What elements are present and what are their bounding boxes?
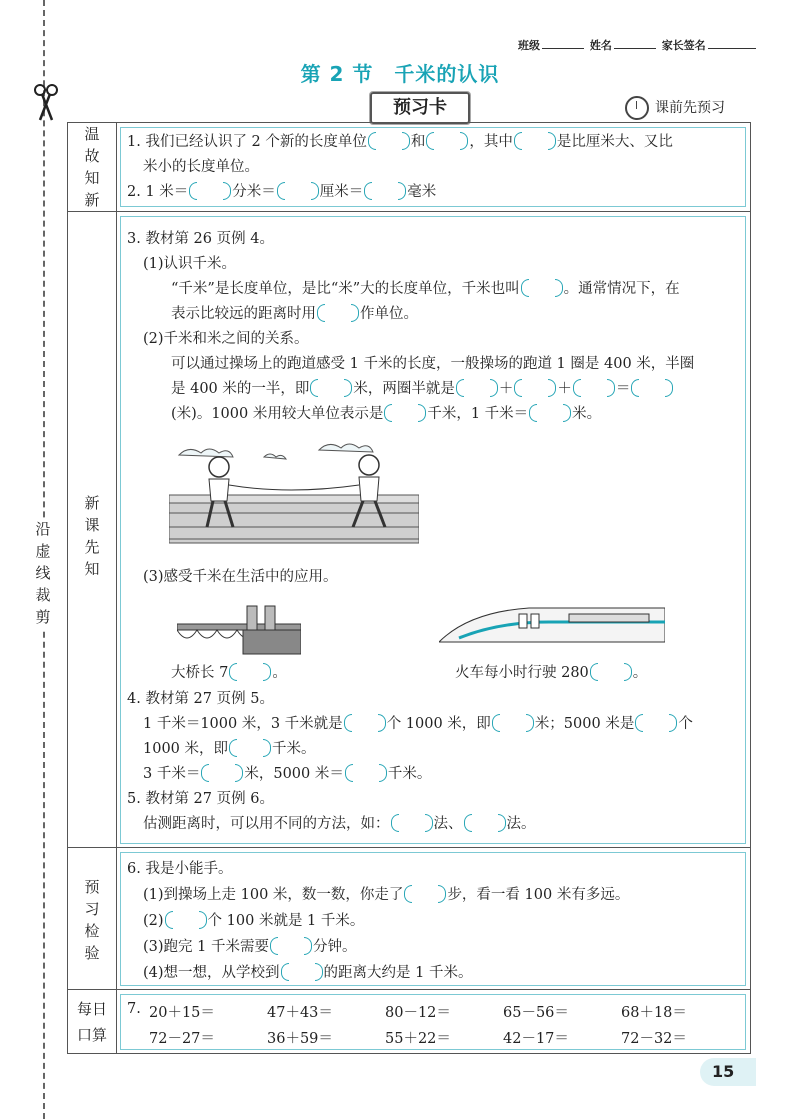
answer-blank[interactable] [310, 379, 352, 395]
answer-blank[interactable] [364, 182, 406, 198]
answer-blank[interactable] [229, 663, 271, 679]
calc-problem: 36＋59＝ [267, 1031, 333, 1047]
answer-blank[interactable] [464, 814, 506, 830]
answer-blank[interactable] [631, 379, 673, 395]
answer-blank[interactable] [277, 182, 319, 198]
calc-problem: 72－27＝ [149, 1031, 215, 1047]
calc-problem: 72－32＝ [621, 1031, 687, 1047]
answer-blank[interactable] [317, 304, 359, 320]
calc-problem: 55＋22＝ [385, 1031, 451, 1047]
answer-blank[interactable] [281, 963, 323, 979]
answer-blank[interactable] [344, 714, 386, 730]
daily-mental-math-section [68, 989, 750, 1054]
answer-blank[interactable] [521, 279, 563, 295]
review-section [68, 123, 750, 211]
card-title: 预习卡 [370, 92, 470, 124]
answer-blank[interactable] [514, 132, 556, 148]
new-lesson-content: 3. 教材第 26 页例 4。 (1)认识千米。 “千米”是长度单位，是比“米”大的长度单位，千米也叫 。通常情况下，在 表示比较远的距离时用 作单位。 (2)千米和米之间的关系。 可以通过操场上的跑道感受 1 千米的长度，一般操场的跑道 1 圈是 400 米，半圈 是 400 米的一半，即 米，两圈半就是 ＋ ＋ ＝ (米)。1000 米用较大单位表示是 千米，1 千米＝ 米。 (3)感受千米在生活中的应用。 大桥长 7 。 火车每小时行驶 280 。 4. 教材第 27 页例 5。 1 千米＝1000 米，3 千米就是 个 1000 米，即 米；5000 米是 个 1000 米，即 千米。 3 千米＝ 米，5000 米＝ 千米。 5. 教材第 27 页例 6。 估测距离时，可以用不同的方法，如： 法、 法。 [120, 216, 746, 844]
answer-blank[interactable] [573, 379, 615, 395]
preview-check-label: 预 习 检 验 [68, 848, 117, 990]
class-blank[interactable] [542, 48, 584, 49]
class-label: 班级 [518, 39, 540, 52]
daily-math-content: 7. 20＋15＝ 47＋43＝ 80－12＝ 65－56＝ 68＋18＝ 72－27＝ 36＋59＝ 55＋22＝ 42－17＝ 72－32＝ [120, 994, 746, 1050]
calc-problem: 42－17＝ [503, 1031, 569, 1047]
answer-blank[interactable] [345, 764, 387, 780]
worksheet-table [67, 122, 751, 1054]
calc-problem: 80－12＝ [385, 1005, 451, 1021]
scissors-icon [33, 82, 59, 122]
answer-blank[interactable] [384, 404, 426, 420]
cut-instruction: 沿 虚 线 裁 剪 [32, 518, 54, 628]
parent-signature-blank[interactable] [708, 48, 756, 49]
answer-blank[interactable] [426, 132, 468, 148]
answer-blank[interactable] [529, 404, 571, 420]
alarm-clock-icon [625, 96, 649, 120]
answer-blank[interactable] [270, 937, 312, 953]
calc-problem: 68＋18＝ [621, 1005, 687, 1021]
preview-check-content: 6. 我是小能手。 (1)到操场上走 100 米，数一数，你走了 步，看一看 100 米有多远。 (2) 个 100 米就是 1 千米。 (3)跑完 1 千米需要 分钟。 (4)想一想，从学校到 的距离大约是 1 千米。 [120, 852, 746, 986]
bridge-illustration [177, 602, 301, 658]
answer-blank[interactable] [368, 132, 410, 148]
new-lesson-label: 新 课 先 知 [68, 212, 117, 848]
daily-label: 每日 口算 [68, 990, 117, 1054]
answer-blank[interactable] [201, 764, 243, 780]
preview-check-section [68, 847, 750, 990]
new-lesson-section [68, 211, 750, 848]
name-label: 姓名 [589, 39, 612, 52]
calc-problem: 47＋43＝ [267, 1005, 333, 1021]
answer-blank[interactable] [492, 714, 534, 730]
answer-blank[interactable] [165, 911, 207, 927]
review-label: 温 故 知 新 [68, 123, 117, 211]
calc-problem: 65－56＝ [503, 1005, 569, 1021]
answer-blank[interactable] [635, 714, 677, 730]
student-info-line [518, 37, 758, 53]
section-title: 第 2 节 千米的认识 [300, 62, 500, 86]
parent-signature-label: 家长签名 [661, 39, 706, 52]
answer-blank[interactable] [391, 814, 433, 830]
name-blank[interactable] [614, 48, 656, 49]
calc-problem: 20＋15＝ [149, 1005, 215, 1021]
running-track-illustration [169, 435, 419, 553]
answer-blank[interactable] [229, 739, 271, 755]
answer-blank[interactable] [590, 663, 632, 679]
train-illustration [439, 602, 665, 652]
answer-blank[interactable] [514, 379, 556, 395]
page-number: 15 [712, 1062, 735, 1081]
answer-blank[interactable] [456, 379, 498, 395]
answer-blank[interactable] [189, 182, 231, 198]
preview-label: 课前先预习 [625, 96, 725, 120]
answer-blank[interactable] [404, 885, 446, 901]
review-content: 1. 我们已经认识了 2 个新的长度单位 和 ，其中 是比厘米大、又比 米小的长度单位。 2. 1 米＝ 分米＝ 厘米＝ 毫米 [120, 127, 746, 207]
